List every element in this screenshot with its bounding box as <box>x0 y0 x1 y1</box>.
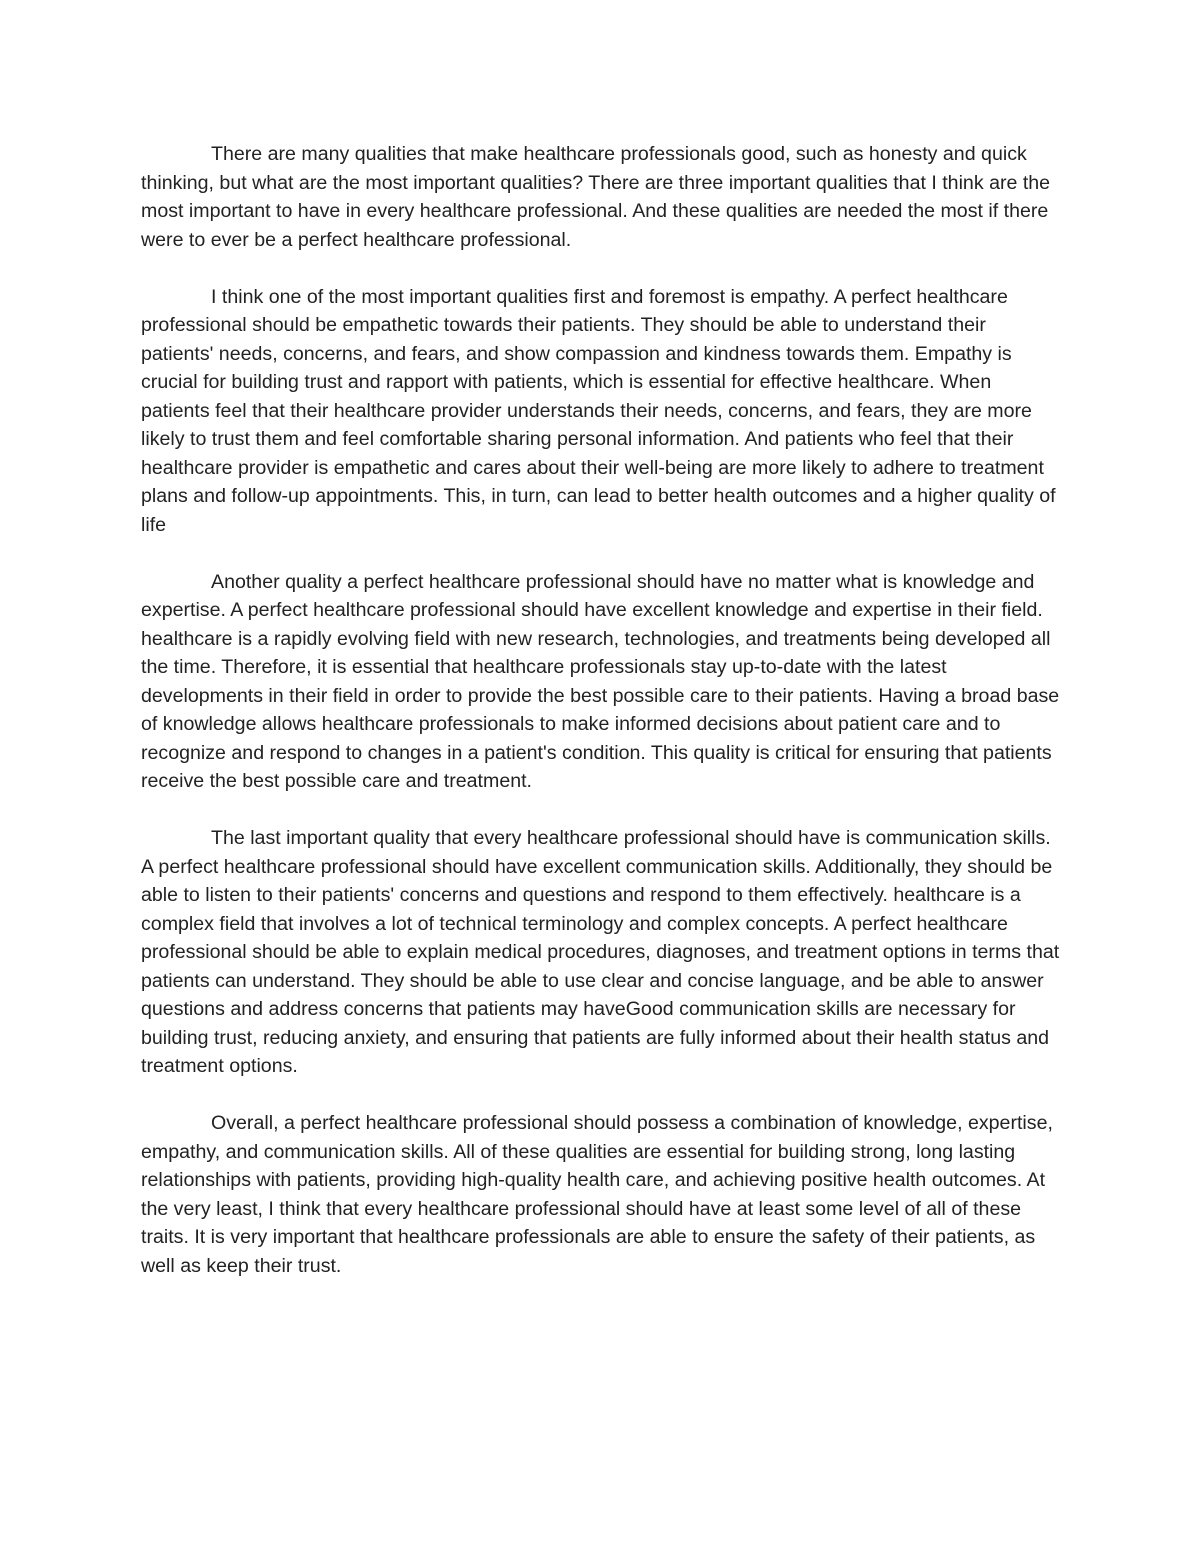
paragraph-empathy: I think one of the most important qualities first and foremost is empathy. A perfect healthcare professional should be empathetic towards their patients. They should be able to understand their patients' needs, concerns, and fears, and show compassion and kindness towards them. Empathy is crucial for building trust and rapport with patients, which is essential for effective healthcare. When patients feel that their healthcare provider understands their needs, concerns, and fears, they are more likely to trust them and feel comfortable sharing personal information. And patients who feel that their healthcare provider is empathetic and cares about their well-being are more likely to adhere to treatment plans and follow-up appointments. This, in turn, can lead to better health outcomes and a higher quality of life <box>141 285 1056 536</box>
document-body <box>141 140 1061 1280</box>
paragraph-intro: There are many qualities that make healthcare professionals good, such as honesty and quick thinking, but what are the most important qualities? There are three important qualities that I think are the most important to have in every healthcare professional. And these qualities are needed the most if there were to ever be a perfect healthcare professional. <box>141 143 1051 251</box>
paragraph-communication: The last important quality that every healthcare professional should have is communication skills. A perfect healthcare professional should have excellent communication skills. Additionally, they should be able to listen to their patients' concerns and questions and respond to them effectively. healthcare is a complex field that involves a lot of technical terminology and complex concepts. A perfect healthcare professional should be able to explain medical procedures, diagnoses, and treatment options in terms that patients can understand. They should be able to use clear and concise language, and be able to answer questions and address concerns that patients may haveGood communication skills are necessary for building trust, reducing anxiety, and ensuring that patients are fully informed about their health status and treatment options. <box>141 827 1060 1077</box>
paragraph-knowledge: Another quality a perfect healthcare professional should have no matter what is knowledge and expertise. A perfect healthcare professional should have excellent knowledge and expertise in their field. healthcare is a rapidly evolving field with new research, technologies, and treatments being developed all the time. Therefore, it is essential that healthcare professionals stay up-to-date with the latest developments in their field in order to provide the best possible care to their patients. Having a broad base of knowledge allows healthcare professionals to make informed decisions about patient care and to recognize and respond to changes in a patient's condition. This quality is critical for ensuring that patients receive the best possible care and treatment. <box>141 570 1060 792</box>
paragraph-conclusion: Overall, a perfect healthcare professional should possess a combination of knowledge, expertise, empathy, and communication skills. All of these qualities are essential for building strong, long lasting relationships with patients, providing high-quality health care, and achieving positive health outcomes. At the very least, I think that every healthcare professional should have at least some level of all of these traits. It is very important that healthcare professionals are able to ensure the safety of their patients, as well as keep their trust. <box>141 1112 1053 1277</box>
